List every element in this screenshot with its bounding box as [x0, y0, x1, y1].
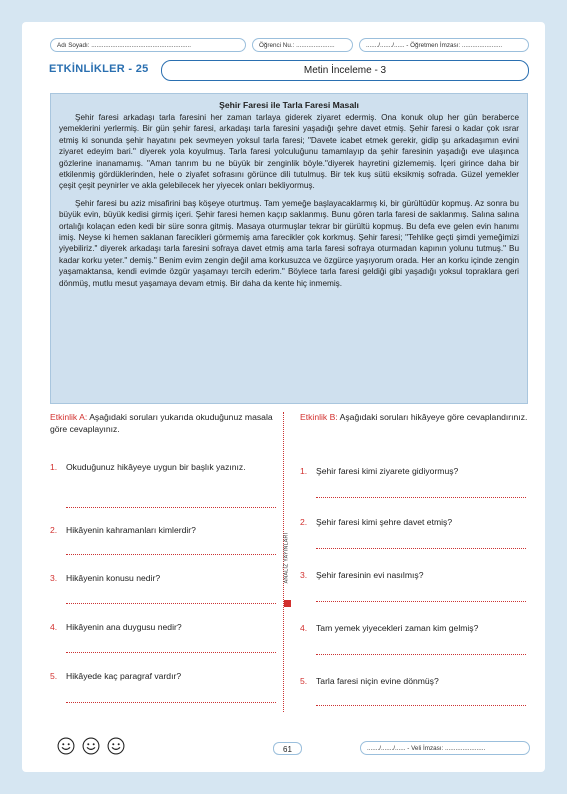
- question-a-3: [50, 573, 278, 585]
- question-text: Hikâyenin kahramanları kimlerdir?: [66, 525, 196, 535]
- activity-a-header: [50, 412, 278, 435]
- question-text: Hikâyenin konusu nedir?: [66, 573, 161, 583]
- smiley-face-icon[interactable]: [57, 737, 75, 755]
- question-b-5: [300, 676, 530, 688]
- name-field[interactable]: Adı Soyadı: .........................................................: [50, 38, 246, 52]
- question-b-4: [300, 623, 530, 635]
- student-number-field[interactable]: Öğrenci Nu.: ......................: [252, 38, 353, 52]
- story-box: [50, 93, 528, 404]
- question-number: 3.: [50, 573, 58, 583]
- question-text: Şehir faresi kimi ziyarete gidiyormuş?: [316, 466, 459, 476]
- question-a-2: [50, 525, 278, 537]
- activity-code: ETKİNLİKLER - 25: [49, 63, 149, 75]
- answer-line-a-5[interactable]: [66, 702, 276, 703]
- question-number: 4.: [300, 623, 308, 633]
- question-text: Hikâyede kaç paragraf vardır?: [66, 671, 182, 681]
- publisher-name: ANALİZ YAYINLARI: [283, 532, 290, 584]
- activity-a-label: Etkinlik A:: [50, 412, 88, 422]
- question-number: 5.: [300, 676, 308, 686]
- question-text: Okuduğunuz hikâyeye uygun bir başlık yazınız.: [66, 462, 246, 472]
- answer-line-b-5[interactable]: [316, 705, 526, 706]
- question-text: Tarla faresi niçin evine dönmüş?: [316, 676, 439, 686]
- activity-b-instruction: Aşağıdaki soruları hikâyeye göre cevaplandırınız.: [339, 412, 528, 422]
- question-text: Tam yemek yiyecekleri zaman kim gelmiş?: [316, 623, 479, 633]
- question-text: Şehir faresi kimi şehre davet etmiş?: [316, 517, 453, 527]
- story-paragraph: Şehir faresi bu aziz misafirini baş köşeye oturtmuş. Tam yemeğe başlayacaklarmış ki, bir gürültüdür kopmuş. Az sonra bu büyük evin, büyük kedisi girmiş içeri. Şehir faresi hemen kaçıp saklanmış. Bunu gören tarla faresi de saklanmış. Salına salına ortalığı kolaçan eden kedi bir süre sonra gitmiş. Masaya oturmuşlar tekrar bir gürültü kopmuş. Bu defa eve gelen evin hanımı imiş. Neyse ki hemen saklanan farecikleri görmemiş ama farecikler çok korkmuş. Şehir faresi; "Tehlike geçti şimdi yemeğimizi yiyebiliriz." diyerek arkadaşı tarla faresini sofraya davet etmiş ama tarla faresi sofraya oturmadan kapının yolunu tutmuş." Bu kadar korku yeter." demiş." Benim evim zengin değil ama korkusuzca ve özgürce yaşıyorum orada. Her an korku içinde zengin yaşamaktansa, kendi evimde özgür yaşamayı tercih ederim." Böylece tarla faresi geldiği gibi yaşadığı yoksul topraklara geri dönmüş, mutlu mesut yaşamaya devam etmiş. Bir daha da kente hiç inmemiş.: [59, 198, 519, 288]
- question-text: Hikâyenin ana duygusu nedir?: [66, 622, 182, 632]
- page-number: 61: [273, 742, 302, 755]
- question-a-5: [50, 671, 278, 683]
- question-number: 2.: [50, 525, 58, 535]
- answer-line-a-3[interactable]: [66, 603, 276, 604]
- question-text: Şehir faresinin evi nasılmış?: [316, 570, 424, 580]
- question-number: 1.: [300, 466, 308, 476]
- answer-line-b-3[interactable]: [316, 601, 526, 602]
- question-b-1: [300, 466, 530, 478]
- question-number: 5.: [50, 671, 58, 681]
- story-paragraph: Şehir faresi arkadaşı tarla faresini her zaman tarlaya giderek ziyaret edermiş. Ona konuk olup her gün beraberce yemeklerini yerlermiş. Bir gün şehir faresi, arkadaşı tarla faresini yaşadığı şehre davet etmiş. Şehir faresi o kadar çok ısrar etmiş ki sonunda şehir hayatını pek sevmeyen yoksul tarla faresi; "Davete icabet etmek gerekir, gidip şu arkadaşımın evini ziyaret edeyim bari." diyerek yola koyulmuş. Tarla faresi yolculuğunu tamamlayıp da şehir faresinin yaşadığı eve ulaşınca gözlerine inanamamış. "Aman tanrım bu ne büyük bir zenginlik böyle."diyerek hayretini gizlememiş. İçeri girince daha bir etkilenmiş gördüklerinden, hele o ziyafet sofrasını görünce dili tutulmuş. Bir tek kuş sütü eksikmiş sofrada. Güzel yemekler çeşit çeşit peynirler ve akla gelebilecek her yiyecek onları bekliyormuş.: [59, 113, 519, 191]
- activity-b-label: Etkinlik B:: [300, 412, 338, 422]
- question-b-3: [300, 570, 530, 582]
- question-number: 3.: [300, 570, 308, 580]
- section-title: Metin İnceleme - 3: [161, 60, 529, 81]
- teacher-signature-field[interactable]: ......./......./...... - Öğretmen İmzası: .......................: [359, 38, 529, 52]
- question-a-4: [50, 622, 278, 634]
- smiley-face-icon[interactable]: [107, 737, 125, 755]
- answer-line-b-4[interactable]: [316, 654, 526, 655]
- question-b-2: [300, 517, 530, 529]
- question-number: 4.: [50, 622, 58, 632]
- answer-line-b-1[interactable]: [316, 497, 526, 498]
- question-number: 1.: [50, 462, 58, 472]
- answer-line-a-4[interactable]: [66, 652, 276, 653]
- publisher-mark: [282, 515, 291, 605]
- activity-a-instruction: Aşağıdaki soruları yukarıda okuduğunuz masala göre cevaplayınız.: [50, 412, 273, 434]
- publisher-logo-icon: [284, 600, 291, 607]
- answer-line-b-2[interactable]: [316, 548, 526, 549]
- answer-line-a-1[interactable]: [66, 507, 276, 508]
- question-a-1: [50, 462, 278, 474]
- story-title: Şehir Faresi ile Tarla Faresi Masalı: [219, 100, 359, 110]
- answer-line-a-2[interactable]: [66, 554, 276, 555]
- smiley-face-icon[interactable]: [82, 737, 100, 755]
- question-number: 2.: [300, 517, 308, 527]
- parent-signature-field[interactable]: ......./......./...... - Veli İmzası: .......................: [360, 741, 530, 755]
- activity-b-header: [300, 412, 530, 424]
